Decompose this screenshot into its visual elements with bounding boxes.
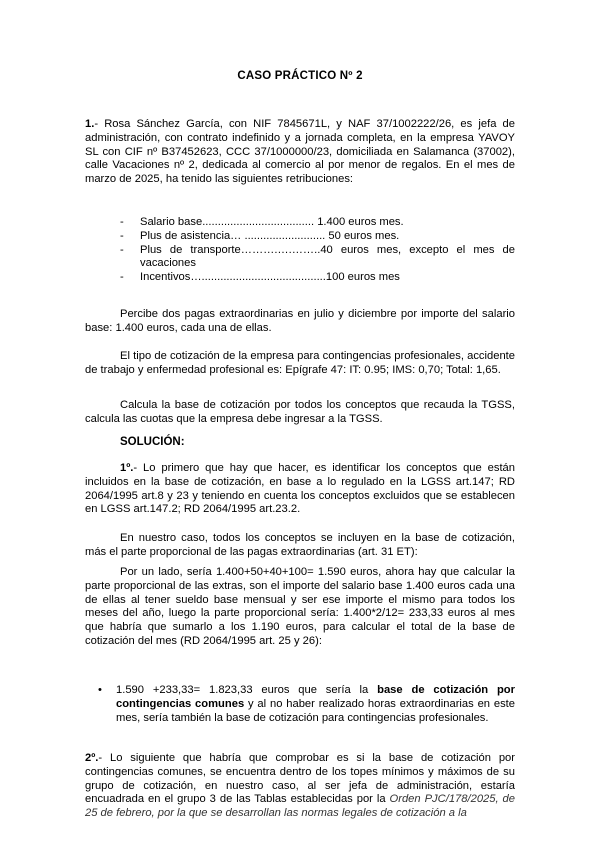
retribution-list: [120, 216, 515, 285]
list-item-text: Salario base.................................... 1.400 euros mes.: [140, 216, 404, 228]
list-item: [120, 230, 515, 244]
list-item: [120, 244, 515, 272]
bullet-text-bold: base de cotización por contingencias comunes: [116, 684, 515, 710]
statement-number: 1.: [85, 118, 95, 130]
paragraph-step-1: [85, 462, 515, 517]
bullet-text-pre: 1.590 +233,33= 1.823,33 euros que sería la: [116, 684, 378, 696]
step-1-number: 1º.: [120, 462, 134, 474]
list-item: [120, 216, 515, 230]
list-item-text: Incentivos…........................................100 euros mes: [140, 271, 400, 284]
dash-marker: -: [120, 243, 124, 256]
bullet-marker: •: [98, 684, 102, 696]
statement-text: - Rosa Sánchez García, con NIF 7845671L, y NAF 37/1002222/26, es jefa de administración, con contrato indefinido y a jornada completa, en la empresa YAVOY SL con CIF nº B37452623, CCC 37/1000000/23, domiciliada en Salamanca (37002), calle Vacaciones nº 2, dedicada al comercio al por menor de regalos. En el mes de marzo de 2025, ha tenido las siguientes retribuciones:: [85, 118, 515, 186]
paragraph-conceptos: En nuestro caso, todos los conceptos se incluyen en la base de cotización, más el parte proporcional de las pagas extraordinarias (art. 31 ET):: [85, 532, 515, 558]
paragraph-statement: [85, 118, 515, 187]
dash-marker: -: [120, 271, 124, 284]
document-title: CASO PRÁCTICO Nº 2: [237, 70, 363, 82]
dash-marker: -: [120, 216, 124, 228]
solution-heading: SOLUCIÓN:: [120, 436, 185, 448]
step-2-text: - Lo siguiente que habría que comprobar es si la base de cotización por contingencias comunes, se encuentra dentro de los topes mínimos y máximos de su grupo de cotización, en nuestro caso, al ser jefa de administración, estaría encuadrada en el grupo 3 de las Tablas establecidas por la: [85, 752, 515, 806]
paragraph-extras: Percibe dos pagas extraordinarias en julio y diciembre por importe del salario base: 1.400 euros, cada una de ellas.: [85, 308, 515, 334]
step-2-number: 2º.: [85, 752, 99, 764]
paragraph-task: Calcula la base de cotización por todos los conceptos que recauda la TGSS, calcula las cuotas que la empresa debe ingresar a la TGSS.: [85, 399, 515, 425]
paragraph-calculo: Por un lado, sería 1.400+50+40+100= 1.590 euros, ahora hay que calcular la parte proporcional de las extras, son el importe del salario base 1.400 euros cada una de ellas al tener sueldo base mensual y ser ese importe el mismo para todos los meses del año, luego la parte proporcional sería: 1.400*2/12= 233,33 euros al mes que habría que sumarlo a los 1.190 euros, para calcular el total de la base de cotización del mes (RD 2064/1995 art. 25 y 26):: [85, 566, 515, 647]
paragraph-step-2: [85, 752, 515, 821]
bullet-text-post: y al no haber realizado horas extraordinarias en este mes, sería también la base de cotización para contingencias profesionales.: [116, 697, 515, 724]
list-item: [120, 271, 515, 285]
list-item: [98, 684, 515, 725]
dash-marker: -: [120, 229, 124, 242]
paragraph-tipo-cotizacion: El tipo de cotización de la empresa para contingencias profesionales, accidente de trabajo y enfermedad profesional es: Epígrafe 47: IT: 0.95; IMS: 0,70; Total: 1,65.: [85, 350, 515, 376]
step-1-text: - Lo primero que hay que hacer, es identificar los conceptos que están incluidos en la base de cotización, en base a lo regulado en la LGSS art.147; RD 2064/1995 art.8 y 23 y teniendo en cuenta los conceptos excluidos que se establecen en LGSS art.147.2; RD 2064/1995 art.23.2.: [85, 462, 515, 516]
list-item-text: Plus de transporte……….….……..40 euros mes, excepto el mes de vacaciones: [140, 243, 515, 270]
list-item-text: Plus de asistencia… .......................... 50 euros mes.: [140, 229, 400, 242]
step-2-italic: Orden PJC/178/2025, de 25 de febrero, por la que se desarrollan las normas legales de cotización a la: [85, 793, 515, 820]
result-bullet-list: [98, 684, 515, 725]
